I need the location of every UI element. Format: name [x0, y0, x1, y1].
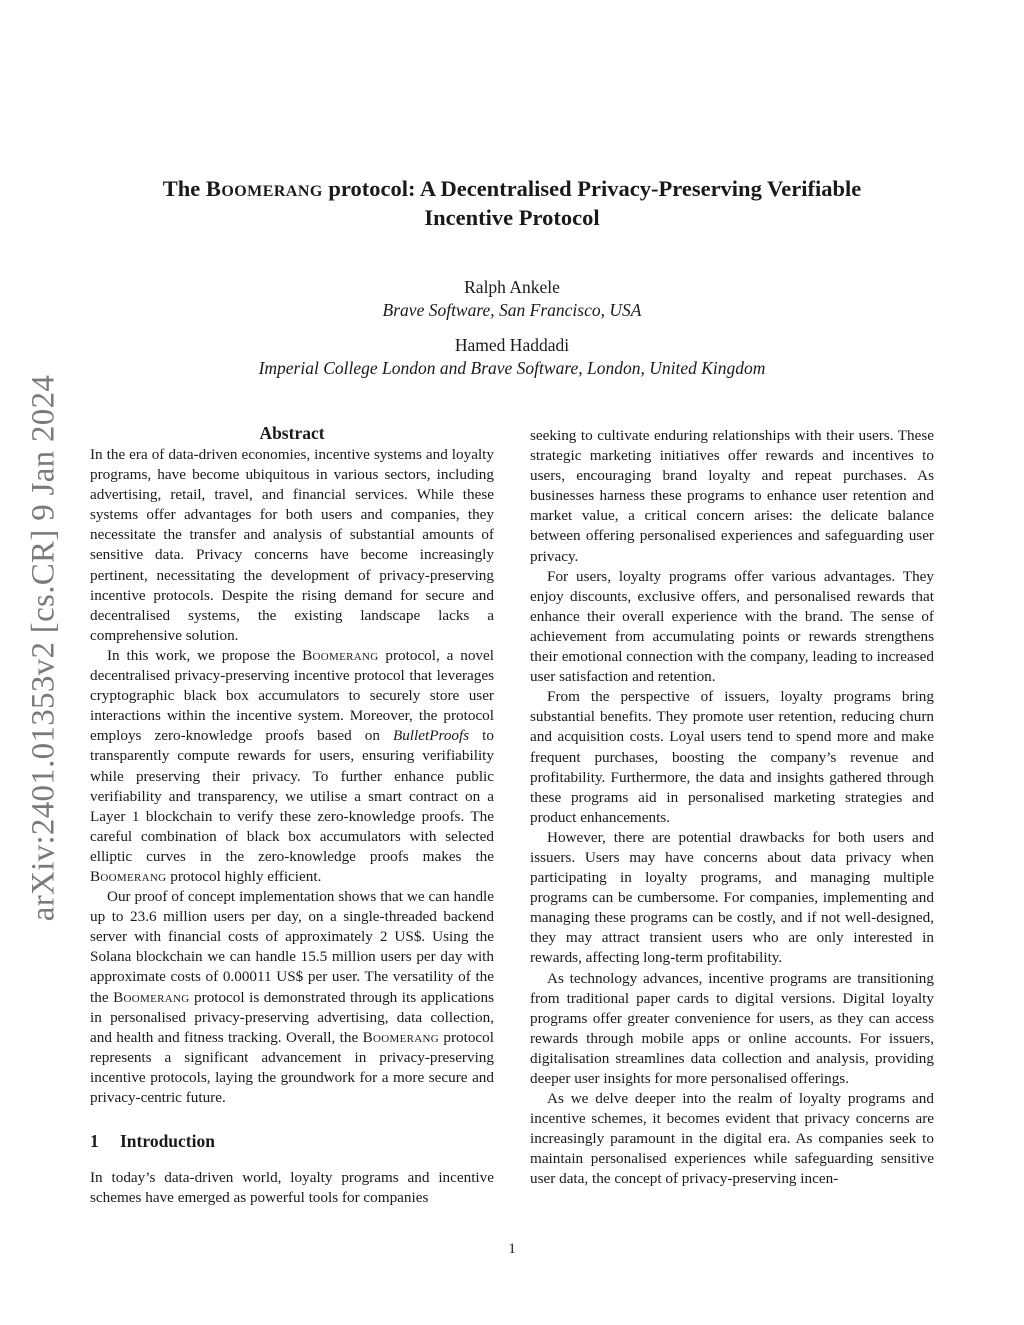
- intro-paragraph-1-start: In today’s data-driven world, loyalty programs and incentive schemes have emerged as powerful tools for companies: [90, 1169, 494, 1207]
- author-block-1: [90, 276, 934, 322]
- intro-paragraph-6: As we delve deeper into the realm of loyalty programs and incentive schemes, it becomes evident that privacy concerns are increasingly paramount in the digital era. As companies seek to maintain personalised experiences while safeguarding sensitive user data, the concept of privacy-preserving incen-: [530, 1090, 934, 1188]
- section-heading-introduction: 1 Introduction: [90, 1131, 215, 1152]
- arxiv-identifier-stamp: arXiv:2401.01353v2 [cs.CR] 9 Jan 2024: [25, 374, 62, 922]
- paper-title: [90, 174, 934, 232]
- title-line-2: Incentive Protocol: [424, 205, 600, 230]
- intro-paragraph-4: However, there are potential drawbacks for both users and issuers. Users may have concerns about data privacy when participating in loyalty programs, and managing multiple programs can be cumbersome. For companies, implementing and managing these programs can be costly, and if not well-designed, they may attract transient users who are only interested in rewards, affecting long-term profitability.: [530, 828, 934, 967]
- intro-paragraph-5: As technology advances, incentive programs are transitioning from traditional paper cards to digital versions. Digital loyalty programs offer greater convenience for users, as they can access rewards through mobile apps or online accounts. For issuers, digitalisation streamlines data collection and analysis, providing deeper user insights for more personalised offerings.: [530, 969, 934, 1087]
- author-affiliation: Brave Software, San Francisco, USA: [382, 300, 642, 320]
- abstract-heading: Abstract: [259, 423, 325, 443]
- title-prefix: The: [162, 176, 206, 201]
- left-column: [90, 422, 494, 1208]
- intro-paragraph-2: For users, loyalty programs offer various advantages. They enjoy discounts, exclusive offers, and personalised rewards that enhance their overall experience with the brand. The sense of achievement from accumulating points or rewards strengthens their emotional connection with the company, leading to increased user satisfaction and retention.: [530, 567, 934, 686]
- right-column: [530, 426, 934, 1190]
- intro-paragraph-1-continued: seeking to cultivate enduring relationships with their users. These strategic marketing initiatives offer rewards and incentives to users, encouraging brand loyalty and repeat purchases. As businesses harness these programs to enhance user retention and market value, a critical concern arises: the delicate balance between offering personalised experiences and safeguarding user privacy.: [530, 427, 934, 565]
- page-number: 1: [508, 1240, 516, 1257]
- intro-paragraph-3: From the perspective of issuers, loyalty programs bring substantial benefits. They promote user retention, reducing churn and acquisition costs. Loyal users tend to spend more and make frequent purchases, boosting the company’s revenue and profitability. Furthermore, the data and insights gathered through these programs aid in personalised marketing strategies and product enhancements.: [530, 688, 934, 826]
- title-protocol-name: Boomerang: [205, 176, 323, 201]
- author-affiliation: Imperial College London and Brave Software, London, United Kingdom: [258, 358, 766, 378]
- author-name: Ralph Ankele: [464, 277, 560, 297]
- abstract-paragraph-2: In this work, we propose the Boomerang protocol, a novel decentralised privacy-preserving incentive protocol that leverages cryptographic black box accumulators to securely store user interactions within the incentive system. Moreover, the protocol employs zero-knowledge proofs based on BulletProofs to transparently compute rewards for users, ensuring verifiability while preserving their privacy. To further enhance public verifiability and transparency, we utilise a smart contract on a Layer 1 blockchain to verify these zero-knowledge proofs. The careful combination of black box accumulators with selected elliptic curves in the zero-knowledge proofs makes the Boomerang protocol highly efficient.: [90, 646, 494, 885]
- abstract-paragraph-1: In the era of data-driven economies, incentive systems and loyalty programs, have become ubiquitous in various sectors, including advertising, retail, travel, and financial services. While these systems offer advantages for both users and companies, they necessitate the transfer and analysis of substantial amounts of sensitive data. Privacy concerns have become increasingly pertinent, necessitating the development of privacy-preserving incentive protocols. Despite the rising demand for secure and decentralised systems, the existing landscape lacks a comprehensive solution.: [90, 446, 494, 644]
- title-rest: protocol: A Decentralised Privacy-Preserving Verifiable: [322, 176, 862, 201]
- author-name: Hamed Haddadi: [454, 335, 570, 355]
- author-block-2: [90, 334, 934, 380]
- abstract-paragraph-3: Our proof of concept implementation shows that we can handle up to 23.6 million users per day, on a single-threaded backend server with financial costs of approximately 2 US$. Using the Solana blockchain we can handle 15.5 million users per day with approximate costs of 0.00011 US$ per user. The versatility of the the Boomerang protocol is demonstrated through its applications in personalised privacy-preserving advertising, data collection, and health and fitness tracking. Overall, the Boomerang protocol represents a significant advancement in privacy-preserving incentive protocols, laying the groundwork for a more secure and privacy-centric future.: [90, 888, 495, 1106]
